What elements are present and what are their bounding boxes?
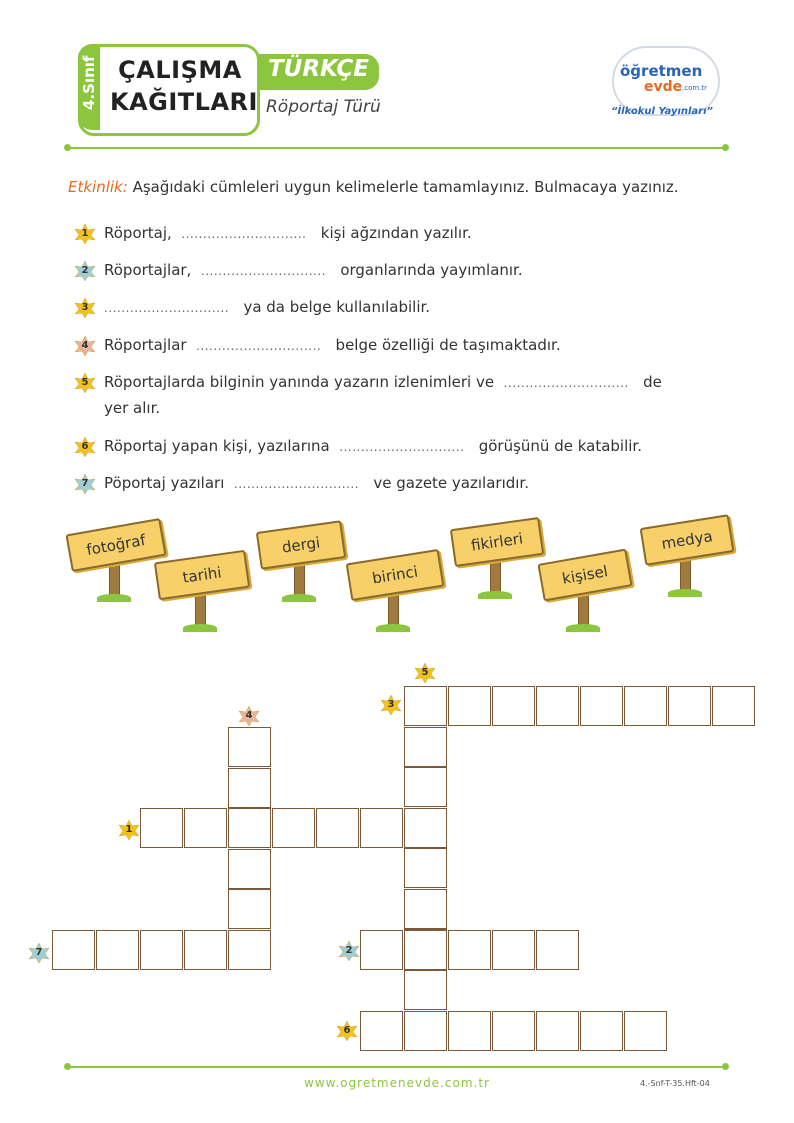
logo-domain: .com.tr — [682, 84, 708, 92]
sentence-end: belge özelliği de taşımaktadır. — [335, 336, 561, 354]
footer-code: 4.-Snf-T-35.Hft-04 — [640, 1079, 710, 1088]
crossword-cell[interactable] — [580, 686, 623, 726]
crossword-cell[interactable] — [536, 930, 579, 970]
clue-number: 2 — [345, 945, 353, 956]
footer-url: www.ogretmenevde.com.tr — [304, 1076, 490, 1090]
crossword-cell[interactable] — [96, 930, 139, 970]
sentence-start: Röportajlar — [104, 336, 187, 354]
rule-dot-right — [722, 144, 729, 151]
blank-field[interactable]: ............................. — [233, 477, 360, 491]
crossword-cell[interactable] — [404, 767, 447, 807]
question-sentence — [104, 373, 662, 391]
clue-number: 4 — [245, 710, 253, 721]
crossword-cell[interactable] — [316, 808, 359, 848]
word-sign: medya — [640, 514, 735, 566]
crossword-cell[interactable] — [184, 930, 227, 970]
sentence-end: kişi ağzından yazılır. — [320, 224, 472, 242]
instruction-label: Etkinlik: — [68, 178, 128, 196]
footer-dot-right — [722, 1063, 729, 1070]
topic-label: Röportaj Türü — [266, 97, 381, 117]
clue-leaf-icon — [118, 819, 140, 841]
question-sentence — [104, 336, 561, 354]
crossword-cell[interactable] — [360, 808, 403, 848]
clue-number: 6 — [343, 1025, 351, 1036]
crossword-cell[interactable] — [228, 768, 271, 808]
crossword-cell[interactable] — [404, 889, 447, 929]
word-sign: fikirleri — [450, 517, 544, 567]
question-sentence — [104, 437, 642, 455]
title-line-2: KAĞITLARI — [110, 88, 258, 116]
sentence-start: Röportaj yapan kişi, yazılarına — [104, 437, 330, 455]
question-sentence — [104, 298, 430, 316]
question-sentence — [104, 224, 472, 242]
leaf-number-icon — [74, 335, 96, 357]
crossword-cell[interactable] — [624, 686, 667, 726]
sentence-end: de — [643, 373, 662, 391]
crossword-cell[interactable] — [404, 727, 447, 767]
crossword-cell[interactable] — [404, 930, 447, 970]
instruction-text: Aşağıdaki cümleleri uygun kelimelerle tamamlayınız. Bulmacaya yazınız. — [127, 178, 679, 196]
crossword-cell[interactable] — [448, 1011, 491, 1051]
clue-leaf-icon — [238, 705, 260, 727]
word-sign: birinci — [346, 549, 445, 601]
grass-icon — [183, 624, 217, 632]
clue-number: 3 — [387, 699, 395, 710]
crossword-cell[interactable] — [624, 1011, 667, 1051]
question-sentence — [104, 261, 523, 279]
footer-divider — [68, 1066, 724, 1068]
blank-field[interactable]: ............................. — [181, 227, 307, 241]
clue-leaf-icon — [28, 942, 50, 964]
crossword-cell[interactable] — [52, 930, 95, 970]
blank-field[interactable]: ............................. — [104, 301, 230, 315]
crossword-cell[interactable] — [228, 727, 271, 767]
crossword-cell[interactable] — [668, 686, 711, 726]
blank-field[interactable]: ............................. — [339, 440, 465, 454]
sentence-end: ve gazete yazılarıdır. — [373, 474, 529, 492]
crossword-cell[interactable] — [228, 849, 271, 889]
question-number: 7 — [81, 478, 89, 489]
crossword-cell[interactable] — [184, 808, 227, 848]
sentence-continuation: yer alır. — [104, 399, 161, 417]
crossword-cell[interactable] — [140, 930, 183, 970]
leaf-number-icon — [74, 297, 96, 319]
grass-icon — [566, 624, 600, 632]
leaf-number-icon — [74, 436, 96, 458]
question-number: 4 — [81, 340, 89, 351]
crossword-cell[interactable] — [712, 686, 755, 726]
crossword-cell[interactable] — [360, 930, 403, 970]
crossword-cell[interactable] — [492, 1011, 535, 1051]
question-number: 1 — [81, 228, 89, 239]
sentence-start: Röportajlarda bilginin yanında yazarın izlenimleri ve — [104, 373, 495, 391]
question-number: 6 — [81, 441, 89, 452]
crossword-cell[interactable] — [492, 930, 535, 970]
grass-icon — [668, 589, 702, 597]
clue-leaf-icon — [338, 940, 360, 962]
crossword-cell[interactable] — [404, 848, 447, 888]
word-sign: fotoğraf — [65, 518, 166, 572]
word-sign: kişisel — [537, 548, 632, 601]
subject-label: TÜRKÇE — [267, 56, 370, 82]
crossword-cell[interactable] — [228, 930, 271, 970]
grass-icon — [376, 624, 410, 632]
crossword-cell[interactable] — [536, 1011, 579, 1051]
clue-number: 5 — [421, 667, 429, 678]
crossword-cell[interactable] — [404, 1011, 447, 1051]
crossword-cell[interactable] — [404, 808, 447, 848]
leaf-number-icon — [74, 473, 96, 495]
sentence-end: görüşünü de katabilir. — [478, 437, 642, 455]
word-sign: dergi — [256, 520, 346, 570]
crossword-cell[interactable] — [360, 1011, 403, 1051]
blank-field[interactable]: ............................. — [200, 264, 326, 278]
clue-leaf-icon — [336, 1020, 358, 1042]
clue-number: 7 — [35, 947, 43, 958]
crossword-cell[interactable] — [580, 1011, 623, 1051]
clue-leaf-icon — [380, 694, 402, 716]
question-number: 5 — [81, 377, 89, 388]
crossword-cell[interactable] — [272, 808, 315, 848]
crossword-cell[interactable] — [228, 808, 271, 848]
sentence-start: Röportaj, — [104, 224, 172, 242]
crossword-cell[interactable] — [448, 930, 491, 970]
crossword-cell[interactable] — [140, 808, 183, 848]
sentence-end: ya da belge kullanılabilir. — [243, 298, 431, 316]
grass-icon — [97, 594, 131, 602]
grass-icon — [478, 591, 512, 599]
blank-field[interactable]: ............................. — [196, 339, 322, 353]
instruction — [68, 178, 679, 196]
crossword-cell[interactable] — [536, 686, 579, 726]
leaf-number-icon — [74, 372, 96, 394]
crossword-cell[interactable] — [448, 686, 491, 726]
leaf-number-icon — [74, 223, 96, 245]
question-number: 2 — [81, 265, 89, 276]
leaf-number-icon — [74, 260, 96, 282]
crossword-cell[interactable] — [492, 686, 535, 726]
word-sign: tarihi — [154, 550, 250, 600]
sentence-end: organlarında yayımlanır. — [340, 261, 523, 279]
logo-word-2: evde — [644, 79, 683, 95]
logo-word-1: öğretmen — [620, 62, 703, 80]
question-sentence — [104, 474, 529, 492]
crossword-cell[interactable] — [228, 889, 271, 929]
blank-field[interactable]: ............................. — [503, 376, 629, 390]
title-line-1: ÇALIŞMA — [118, 56, 242, 84]
sentence-start: Röportajlar, — [104, 261, 192, 279]
question-number: 3 — [81, 302, 89, 313]
logo-tagline: “İlkokul Yayınları” — [611, 106, 713, 117]
crossword-cell[interactable] — [404, 686, 447, 726]
clue-leaf-icon — [414, 662, 436, 684]
grass-icon — [282, 594, 316, 602]
header-divider — [68, 147, 724, 149]
clue-number: 1 — [125, 824, 133, 835]
crossword-cell[interactable] — [404, 970, 447, 1010]
grade-label: 4.Sınıf — [80, 55, 98, 110]
sentence-start: Pöportaj yazıları — [104, 474, 225, 492]
